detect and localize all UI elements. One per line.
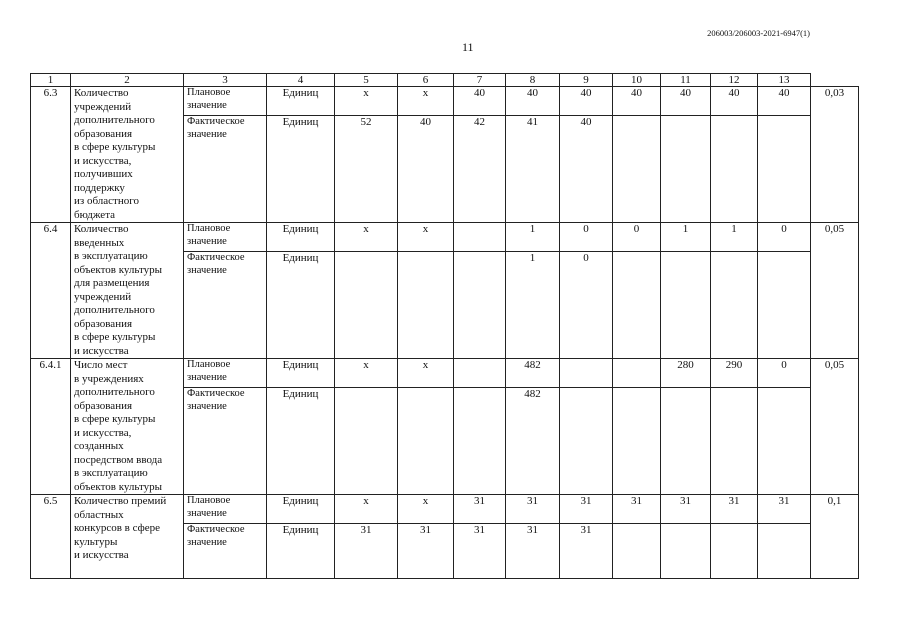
fact-value-cell	[758, 252, 811, 359]
plan-value-cell: x	[398, 87, 454, 116]
fact-value-cell	[398, 252, 454, 359]
fact-value-cell	[454, 252, 506, 359]
plan-value-cell: x	[398, 359, 454, 388]
column-number: 1	[31, 74, 71, 87]
plan-value-cell: 31	[613, 495, 661, 524]
column-number: 3	[184, 74, 267, 87]
weight-cell: 0,05	[811, 359, 859, 495]
plan-value-cell: x	[398, 223, 454, 252]
plan-value-cell: 280	[661, 359, 711, 388]
fact-value-cell: 40	[560, 116, 613, 223]
page-number: 11	[462, 40, 474, 54]
fact-value-cell	[613, 252, 661, 359]
fact-value-cell: 31	[506, 524, 560, 579]
plan-value-cell: x	[335, 87, 398, 116]
table-row-plan	[31, 87, 859, 116]
indicator-name: Число мест в учреждениях дополнительного образования в сфере культуры и искусства, созданных посредством ввода в эксплуатацию объектов культуры	[71, 359, 184, 495]
fact-value-cell	[661, 252, 711, 359]
table-row-plan	[31, 223, 859, 252]
fact-value-cell	[454, 388, 506, 495]
column-number: 7	[454, 74, 506, 87]
column-number: 13	[758, 74, 811, 87]
indicator-id: 6.4.1	[31, 359, 71, 495]
plan-value-cell: 31	[454, 495, 506, 524]
fact-value-cell	[661, 388, 711, 495]
column-number: 8	[506, 74, 560, 87]
plan-value-cell: 40	[613, 87, 661, 116]
fact-value-cell	[398, 388, 454, 495]
table-row-plan	[31, 359, 859, 388]
indicator-id: 6.5	[31, 495, 71, 579]
plan-value-cell: 0	[758, 359, 811, 388]
plan-value-cell: x	[335, 223, 398, 252]
plan-value-cell	[454, 223, 506, 252]
unit-cell: Единиц	[267, 524, 335, 579]
unit-cell: Единиц	[267, 388, 335, 495]
unit-cell: Единиц	[267, 223, 335, 252]
plan-value-cell: 40	[758, 87, 811, 116]
fact-value-cell	[613, 116, 661, 223]
document-id: 206003/206003-2021-6947(1)	[707, 28, 810, 38]
plan-value-cell: 0	[560, 223, 613, 252]
fact-value-cell	[661, 116, 711, 223]
weight-cell: 0,1	[811, 495, 859, 579]
plan-value-cell: 40	[506, 87, 560, 116]
plan-value-cell: 482	[506, 359, 560, 388]
plan-value-cell: 31	[560, 495, 613, 524]
fact-value-cell	[758, 388, 811, 495]
fact-value-cell	[711, 524, 758, 579]
plan-value-cell: 1	[661, 223, 711, 252]
plan-value-cell: 290	[711, 359, 758, 388]
fact-value-cell	[613, 388, 661, 495]
plan-value-cell: 31	[506, 495, 560, 524]
unit-cell: Единиц	[267, 495, 335, 524]
column-number: 10	[613, 74, 661, 87]
plan-value-cell: 31	[758, 495, 811, 524]
plan-value-cell: 0	[613, 223, 661, 252]
value-kind-fact: Фактическое значение	[184, 252, 267, 359]
fact-value-cell: 31	[398, 524, 454, 579]
plan-value-cell: 40	[560, 87, 613, 116]
unit-cell: Единиц	[267, 359, 335, 388]
fact-value-cell	[758, 524, 811, 579]
fact-value-cell	[613, 524, 661, 579]
plan-value-cell	[454, 359, 506, 388]
indicator-name: Количество введенных в эксплуатацию объектов культуры для размещения учреждений дополнительного образования в сфере культуры и искусства	[71, 223, 184, 359]
fact-value-cell	[711, 388, 758, 495]
column-number: 11	[661, 74, 711, 87]
fact-value-cell	[711, 116, 758, 223]
plan-value-cell: 40	[711, 87, 758, 116]
fact-value-cell: 31	[335, 524, 398, 579]
fact-value-cell	[335, 252, 398, 359]
value-kind-plan: Плановое значение	[184, 87, 267, 116]
column-number: 9	[560, 74, 613, 87]
unit-cell: Единиц	[267, 252, 335, 359]
fact-value-cell: 40	[398, 116, 454, 223]
value-kind-fact: Фактическое значение	[184, 388, 267, 495]
value-kind-fact: Фактическое значение	[184, 524, 267, 579]
fact-value-cell	[560, 388, 613, 495]
fact-value-cell: 52	[335, 116, 398, 223]
value-kind-plan: Плановое значение	[184, 223, 267, 252]
indicators-table	[30, 73, 859, 579]
plan-value-cell: 40	[454, 87, 506, 116]
column-number: 12	[711, 74, 758, 87]
indicator-name: Количество учреждений дополнительного образования в сфере культуры и искусства, получивших поддержку из областного бюджета	[71, 87, 184, 223]
fact-value-cell: 42	[454, 116, 506, 223]
fact-value-cell: 31	[454, 524, 506, 579]
indicator-name: Количество премий областных конкурсов в сфере культуры и искусства	[71, 495, 184, 579]
unit-cell: Единиц	[267, 87, 335, 116]
plan-value-cell	[560, 359, 613, 388]
fact-value-cell	[661, 524, 711, 579]
plan-value-cell	[613, 359, 661, 388]
fact-value-cell	[758, 116, 811, 223]
plan-value-cell: 31	[661, 495, 711, 524]
table-row-plan	[31, 495, 859, 524]
plan-value-cell: 31	[711, 495, 758, 524]
value-kind-fact: Фактическое значение	[184, 116, 267, 223]
column-number-row	[31, 74, 859, 87]
column-number: 4	[267, 74, 335, 87]
fact-value-cell: 31	[560, 524, 613, 579]
weight-cell: 0,03	[811, 87, 859, 223]
weight-cell: 0,05	[811, 223, 859, 359]
plan-value-cell: 1	[506, 223, 560, 252]
fact-value-cell	[711, 252, 758, 359]
plan-value-cell: x	[398, 495, 454, 524]
fact-value-cell: 41	[506, 116, 560, 223]
value-kind-plan: Плановое значение	[184, 359, 267, 388]
plan-value-cell: 0	[758, 223, 811, 252]
plan-value-cell: x	[335, 359, 398, 388]
indicator-id: 6.3	[31, 87, 71, 223]
plan-value-cell: 1	[711, 223, 758, 252]
column-number: 6	[398, 74, 454, 87]
value-kind-plan: Плановое значение	[184, 495, 267, 524]
plan-value-cell: 40	[661, 87, 711, 116]
column-number: 5	[335, 74, 398, 87]
unit-cell: Единиц	[267, 116, 335, 223]
fact-value-cell: 482	[506, 388, 560, 495]
fact-value-cell: 1	[506, 252, 560, 359]
fact-value-cell: 0	[560, 252, 613, 359]
indicator-id: 6.4	[31, 223, 71, 359]
plan-value-cell: x	[335, 495, 398, 524]
fact-value-cell	[335, 388, 398, 495]
column-number: 2	[71, 74, 184, 87]
